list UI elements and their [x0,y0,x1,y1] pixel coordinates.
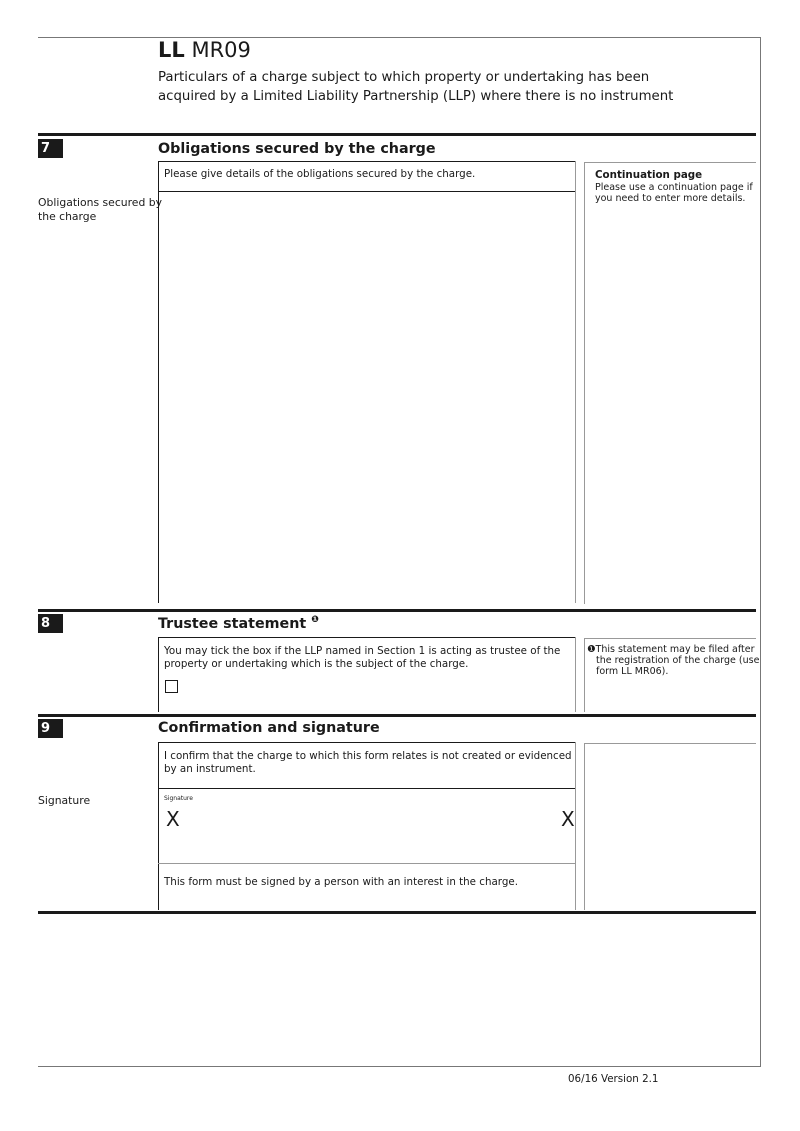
side-note-marker: ❶ [587,644,596,655]
s7-side-panel [595,169,753,204]
s9-instruction-line-1: I confirm that the charge to which this form relates is not created or evidenced [164,750,572,762]
form-subtitle [158,68,758,106]
signature-box[interactable] [159,789,575,863]
s9-box-right [575,742,576,910]
form-code: MR09 [191,38,251,62]
section-8-top-rule [38,609,756,612]
section-7-top-rule [38,133,756,136]
s8-side-line-1 [587,644,759,655]
sign-mark-left: X [166,807,180,831]
footnote-marker: ❶ [311,615,319,625]
s8-side-top [584,638,756,639]
s9-side-top [584,743,756,744]
s8-side-line-3: form LL MR06). [596,666,669,677]
s9-box-top [158,742,575,743]
form-title [158,38,251,62]
s8-box-top [158,637,575,638]
subtitle-line-1: Particulars of a charge subject to which property or undertaking has been [158,70,650,85]
form-prefix: LL [158,38,185,62]
s8-side-note [587,644,759,677]
continuation-line-2: you need to enter more details. [595,193,746,204]
s7-field-label-line-1: Obligations secured by [38,196,162,209]
s8-box-left [158,637,159,712]
s8-side-text-1: This statement may be filed after [595,644,755,655]
s8-side-left [584,638,585,712]
s7-box-top [158,161,575,162]
s8-side-line-2: the registration of the charge (use [596,655,760,666]
obligations-textarea[interactable] [159,192,575,602]
signature-caption: Signature [164,795,193,802]
s8-instruction-line-1: You may tick the box if the LLP named in Section 1 is acting as trustee of the [164,645,561,657]
section-9-top-rule [38,714,756,717]
signature-field-label: Signature [38,794,91,807]
s7-instruction: Please give details of the obligations secured by the charge. [164,168,476,180]
section-8-number: 8 [38,614,63,633]
version-footer: 06/16 Version 2.1 [568,1073,659,1085]
section-9-title: Confirmation and signature [158,720,380,736]
continuation-title: Continuation page [595,169,703,181]
section-8-title [158,615,319,632]
trustee-checkbox[interactable] [165,680,178,693]
section-9-bottom-rule [38,911,756,914]
s9-note: This form must be signed by a person with an interest in the charge. [164,876,518,888]
section-7-title: Obligations secured by the charge [158,141,436,157]
right-frame-rule [760,37,761,1067]
s7-side-top [584,162,756,163]
s8-instruction-line-2: property or undertaking which is the subject of the charge. [164,658,469,670]
s7-box-right [575,161,576,603]
subtitle-line-2: acquired by a Limited Liability Partnership (LLP) where there is no instrument [158,89,674,104]
s8-instruction [164,645,560,671]
section-7-number: 7 [38,139,63,158]
sign-mark-right: X [561,807,575,831]
s7-field-label-line-2: the charge [38,210,97,223]
s7-side-left [584,162,585,604]
section-8-title-text: Trustee statement [158,615,307,632]
top-rule [38,37,761,38]
s8-box-right [575,637,576,712]
section-9-number: 9 [38,719,63,738]
s7-field-label [38,196,162,224]
bottom-rule [38,1066,761,1067]
s9-note-top [158,863,575,864]
s9-side-left [584,743,585,910]
s9-instruction-line-2: by an instrument. [164,763,256,775]
continuation-line-1: Please use a continuation page if [595,182,753,193]
s9-instruction [164,750,572,776]
